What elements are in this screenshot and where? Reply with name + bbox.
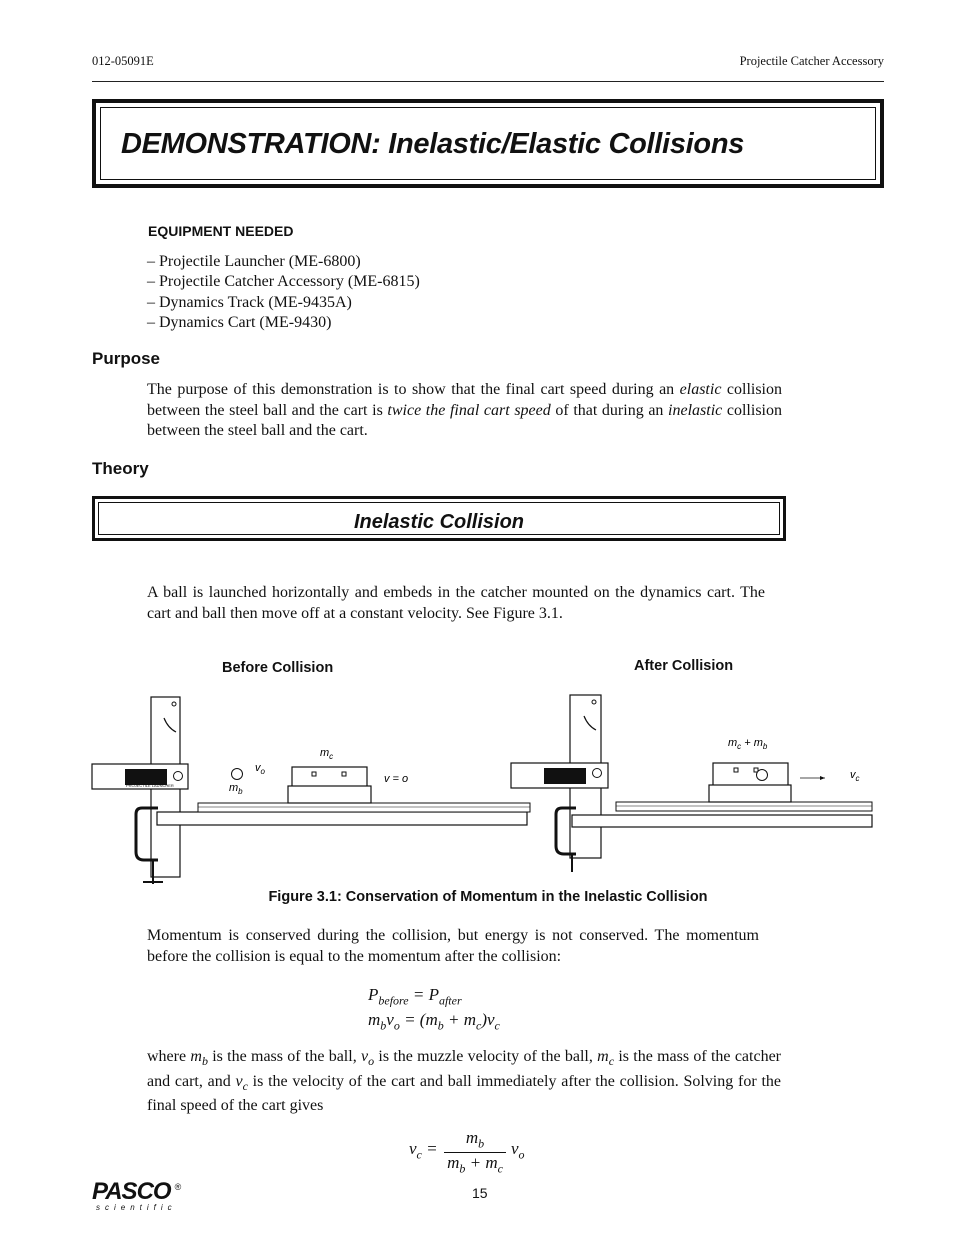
before-collision-label: Before Collision [222,660,334,676]
cart-base [288,786,371,803]
title-box-inner [100,107,876,180]
equation-vc-rhs: $v_o$ [511,1139,525,1162]
logo-wordmark: PASCO ® [92,1178,181,1205]
equipment-item: – Dynamics Track (ME-9435A) [147,294,352,311]
logo-subtext: scientific [96,1203,177,1212]
table-top [572,815,872,827]
cart-base [709,785,791,802]
mc-plus-mb-label: $m_c + m_b$ [728,737,768,751]
purpose-paragraph: The purpose of this demonstration is to show that the final cart speed during an elastic collision between the steel ball and the cart is twice the final cart speed of that during an inelastic collision between the steel ball and the cart. [147,381,783,439]
title-box [92,99,884,188]
equation-vc-lhs: $v_c$ = [409,1139,438,1162]
fraction-denominator: $m_b + m_c$ [447,1153,503,1176]
collision-figure [80,690,880,890]
dynamics-track [198,803,530,812]
subsection-title: Inelastic Collision [353,511,525,533]
equipment-item: – Projectile Catcher Accessory (ME-6815) [147,273,420,290]
launcher-panel [544,768,586,784]
dynamics-cart [713,763,788,787]
table-top [157,812,527,825]
fraction-numerator: $m_b$ [444,1128,506,1153]
figure-caption: Figure 3.1: Conservation of Momentum in the Inelastic Collision [268,889,708,905]
launcher-knob [593,769,602,778]
launcher-label: PROJECTILE LAUNCHER [126,783,174,788]
after-diagram [511,695,872,872]
momentum-paragraph: Momentum is conserved during the collision, but energy is not conserved. The momentum before the collision is equal to the momentum after the collision: [147,927,759,965]
vc-label: $v_c$ [850,769,860,783]
vo-label: $v_o$ [255,762,265,776]
before-diagram [92,697,530,884]
equipment-heading: EQUIPMENT NEEDED [148,223,294,239]
launcher-knob [174,772,183,781]
theory-heading: Theory [92,459,149,478]
page-title: DEMONSTRATION: Inelastic/Elastic Collisions [121,128,745,160]
pasco-logo [92,1176,180,1212]
embedded-ball [757,770,768,781]
equation-vc-fraction [444,1128,506,1177]
where-paragraph: where $m_b$ is the mass of the ball, $v_o$ is the muzzle velocity of the ball, $m_c$ is the mass of the catcher and cart, and $v_c$ is the velocity of the cart and ball immediately after the collision. Solving for the final speed of the cart gives [147,1048,781,1115]
steel-ball [232,769,243,780]
equipment-item: – Dynamics Cart (ME-9430) [147,314,332,331]
velocity-arrowhead [820,776,825,780]
dynamics-track [616,802,872,811]
header-rule [92,81,884,82]
document-title: Projectile Catcher Accessory [739,54,884,68]
mc-label: $m_c$ [320,747,334,761]
after-collision-label: After Collision [634,658,734,674]
subsection-box [92,496,786,541]
mb-label: $m_b$ [229,782,243,796]
equation-momentum: $P_{before} = P_{after}$ [368,985,462,1008]
page-number: 15 [472,1185,488,1201]
subsection-box-inner [98,502,780,535]
purpose-heading: Purpose [92,349,161,368]
v-zero-label: v = o [384,773,409,785]
equation-conservation: $m_bv_o = (m_b + m_c)v_c$ [368,1010,500,1033]
theory-intro: A ball is launched horizontally and embeds in the catcher mounted on the dynamics cart. The cart and ball then move off at a constant velocity. See Figure 3.1. [147,584,765,622]
document-number: 012-05091E [92,54,154,68]
equipment-item: – Projectile Launcher (ME-6800) [147,253,361,270]
